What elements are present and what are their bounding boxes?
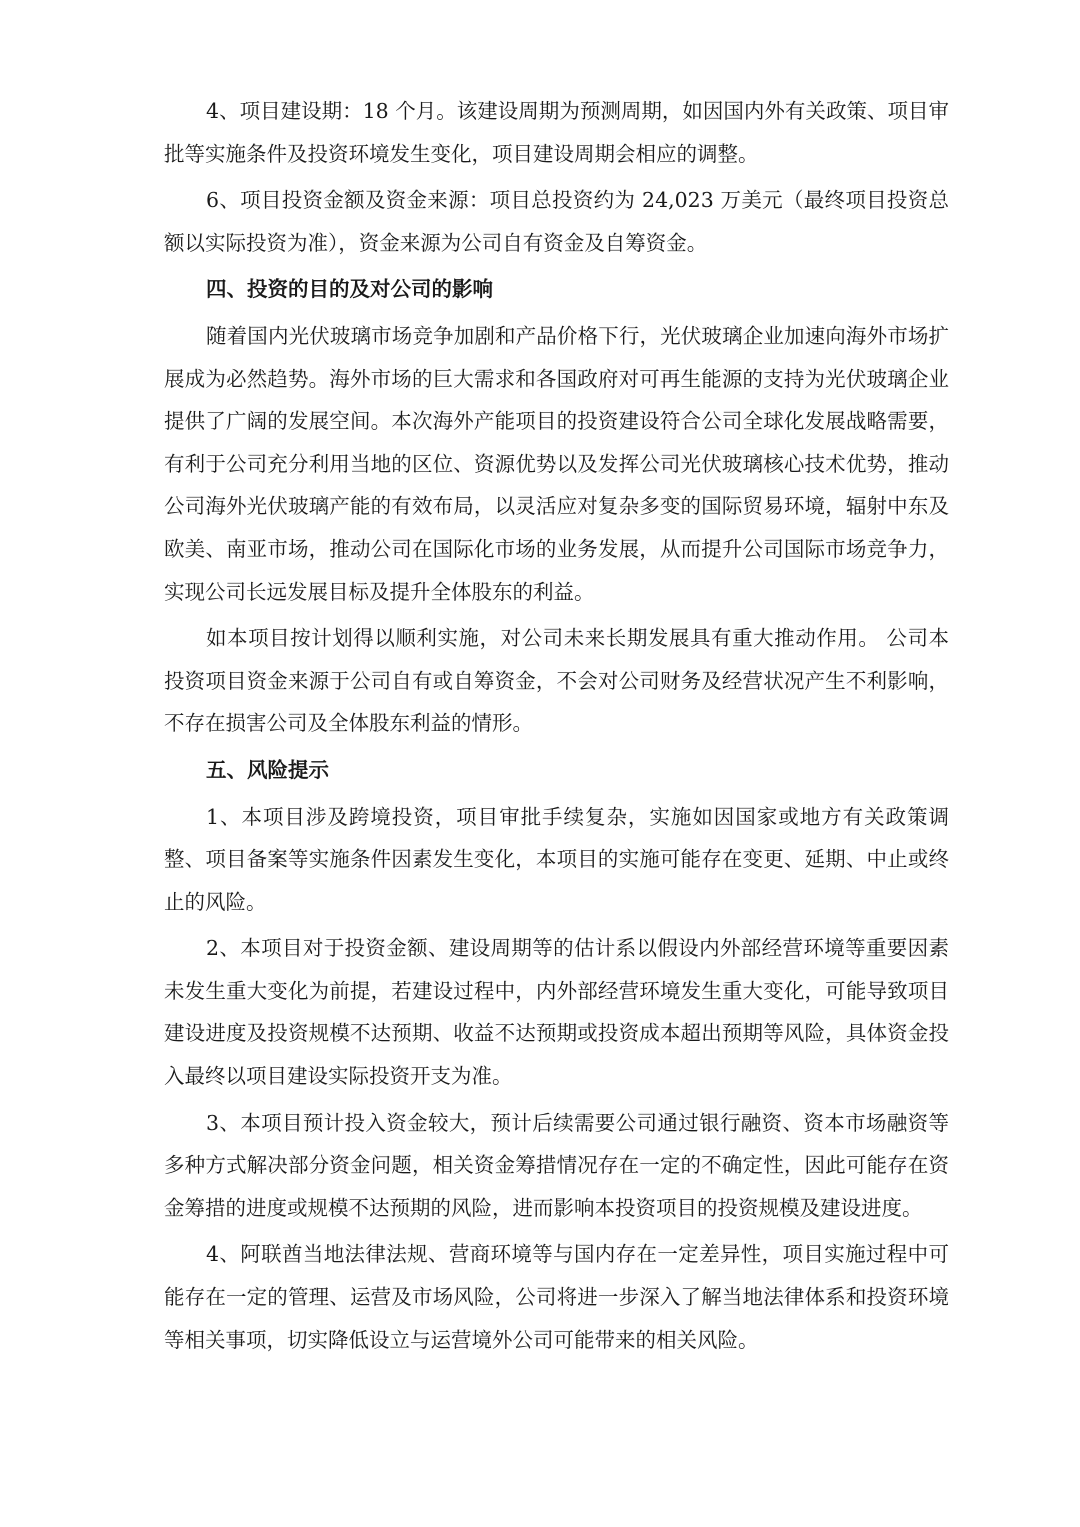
paragraph-risk-1: 1、本项目涉及跨境投资，项目审批手续复杂，实施如因国家或地方有关政策调整、项目备案等实施条件因素发生变化，本项目的实施可能存在变更、延期、中止或终止的风险。 (164, 804, 949, 914)
paragraph-investment-amount: 6、项目投资金额及资金来源：项目总投资约为 24,023 万美元（最终项目投资总额以实际投资为准），资金来源为公司自有资金及自筹资金。 (164, 188, 949, 255)
section-heading-risk: 五、风险提示 (206, 757, 330, 782)
paragraph-purpose: 随着国内光伏玻璃市场竞争加剧和产品价格下行，光伏玻璃企业加速向海外市场扩展成为必然趋势。海外市场的巨大需求和各国政府对可再生能源的支持为光伏玻璃企业提供了广阔的发展空间。本次海外产能项目的投资建设符合公司全球化发展战略需要，有利于公司充分利用当地的区位、资源优势以及发挥公司光伏玻璃核心技术优势，推动公司海外光伏玻璃产能的有效布局，以灵活应对复杂多变的国际贸易环境，辐射中东及欧美、南亚市场，推动公司在国际化市场的业务发展，从而提升公司国际市场竞争力，实现公司长远发展目标及提升全体股东的利益。 (164, 323, 949, 604)
paragraph-risk-3: 3、本项目预计投入资金较大，预计后续需要公司通过银行融资、资本市场融资等多种方式解决部分资金问题，相关资金筹措情况存在一定的不确定性，因此可能存在资金筹措的进度或规模不达预期的风险，进而影响本投资项目的投资规模及建设进度。 (164, 1110, 949, 1220)
paragraph-risk-4: 4、阿联酋当地法律法规、营商环境等与国内存在一定差异性，项目实施过程中可能存在一定的管理、运营及市场风险，公司将进一步深入了解当地法律体系和投资环境等相关事项，切实降低设立与运营境外公司可能带来的相关风险。 (164, 1242, 949, 1352)
document-page (164, 90, 949, 1365)
paragraph-impact: 如本项目按计划得以顺利实施，对公司未来长期发展具有重大推动作用。 公司本投资项目资金来源于公司自有或自筹资金，不会对公司财务及经营状况产生不利影响，不存在损害公司及全体股东利益的情形。 (164, 626, 949, 736)
paragraph-construction-period: 4、项目建设期：18 个月。该建设周期为预测周期，如因国内外有关政策、项目审批等实施条件及投资环境发生变化，项目建设周期会相应的调整。 (164, 99, 949, 166)
section-heading-purpose: 四、投资的目的及对公司的影响 (206, 277, 494, 302)
paragraph-risk-2: 2、本项目对于投资金额、建设周期等的估计系以假设内外部经营环境等重要因素未发生重大变化为前提，若建设过程中，内外部经营环境发生重大变化，可能导致项目建设进度及投资规模不达预期、收益不达预期或投资成本超出预期等风险，具体资金投入最终以项目建设实际投资开支为准。 (164, 936, 949, 1089)
